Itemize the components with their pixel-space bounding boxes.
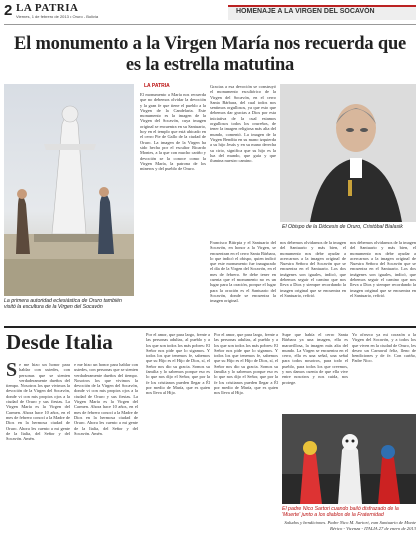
- header-rule: [4, 24, 416, 25]
- newspaper-name: LA PATRIA: [16, 2, 79, 14]
- italy-column-1-text: e me hizo un honor para hablar con ustedes, con personas que se sienten verdaderamente dueños del tiempo. Nosotros los que vivimos la devoción de la Virgen del Socavón, donde vi con mis propios ojos a la ciudad de Oruro y sus fiestas. La Virgen María es la Virgen del Carmen. Ahora hace 10 años, en el mes de febrero conocí a la Madre de Dios en la hermosa ciudad de Oruro. Ahora les cuento a mi gente de la Italia, del Señor y del Socavón. Amén.: [6, 362, 70, 442]
- italy-column-2b: Por el amor, que para largo, frente a las personas adultas, al pueblo y a los que son todos los más pobres: El Señor nos pide que lo sigamos. Y todos los que tenemos fe, sabemos que su Hijo es el Hijo de Dios, sí, el Señor nos dio su gracia. Somos su familia y lo sabemos porque eso es lo que nos dijo el Señor, que por la fe los cristianos pueden llegar a Él por medio de María, que es quien nos lleva al Hijo.: [214, 332, 278, 396]
- signature-block: Saludos y bendiciones. Padre Nico M. Sartori, exm Santuario de Monte Bérico - Vicenza - ITALIA 27 de enero de 2013: [284, 520, 416, 531]
- date-line: Viernes, 1 de febrero de 2013 • Oruro - Bolivia: [16, 14, 99, 19]
- second-article-title: Desde Italia: [6, 330, 113, 354]
- dancers-illustration: [282, 414, 416, 504]
- main-column-4: nos debemos olvidarnos de la imagen del Santuario y más bien, el monumento nos debe ayudar a acercarnos a la imagen original de Nuestra Señora del Socavón que se encuentra en el Santuario. Los dos imágenes son iguales, indicó, que debemos seguir el camino que nos lleva a Dios y siempre recordando la imagen original que se encuentra en el Santuario, refirió.: [280, 240, 346, 298]
- italy-column-1: [6, 362, 70, 542]
- article-divider: [4, 326, 416, 328]
- section-title: HOMENAJE A LA VIRGEN DEL SOCAVÓN: [236, 8, 375, 15]
- drop-cap: S: [6, 362, 18, 381]
- italy-column-1b: e me hizo un honor para hablar con ustedes, con personas que se sienten verdaderamente dueños del tiempo. Nosotros los que vivimos la devoción de la Virgen del Socavón, donde vi con mis propios ojos a la ciudad de Oruro y sus fiestas. La Virgen María es la Virgen del Carmen. Ahora hace 10 años, en el mes de febrero conocí a la Madre de Dios en la hermosa ciudad de Oruro. Ahora les cuento a mi gente de la Italia, del Señor y del Socavón. Amén.: [74, 362, 138, 436]
- dancers-photo: [282, 414, 416, 504]
- main-column-1: El monumento a María nos recuerda que no debemos olvidar la devoción y la gran fe que tiene el pueblo a la Virgen de la Candelaria. Este monumento es la imagen de la Virgen del Socavón, cuya imagen original se encuentra en su Santuario, hoy en el templo que está ubicado en el cerro Pie de Gallo de la ciudad de Oruro. La imagen de la Virgen ha sido hecha por el escultor Ricardo Montes, a la que con mucho cariño y devoción se la conoce como la Virgen María, la patrona de los mineros y del pueblo de Oruro.: [140, 92, 206, 172]
- italy-column-2: Por el amor, que para largo, frente a las personas adultas, al pueblo y a los que son todos los más pobres: El Señor nos pide que lo sigamos. Y todos los que tenemos fe, sabemos que su Hijo es el Hijo de Dios, sí, el Señor nos dio su gracia. Somos su familia y lo sabemos porque eso es lo que nos dijo el Señor, que por la fe los cristianos pueden llegar a Él por medio de María, que es quien nos lleva al Hijo.: [146, 332, 210, 396]
- bishop-photo: [280, 84, 416, 222]
- bishop-photo-caption: El Obispo de la Diócesis de Oruro, Cristóbal Bialasik: [282, 224, 403, 230]
- italy-column-3: Supe que había el cerro Santa Bárbara ya una imagen, ella es maravillosa, la imagen más alta del mundo. La Virgen se encuentra en el cerro, ella es una señal, una señal para todos nosotros, para todo el pueblo, para todos los que creemos, y nos damos cuenta de que ella vive entre nosotros y nos cuida, nos protege.: [282, 332, 348, 385]
- article-kicker: LA PATRIA: [144, 83, 170, 89]
- main-headline: El monumento a la Virgen María nos recuerda que es la estrella matutina: [13, 34, 407, 75]
- italy-column-4: Yo ofrezco ya mi corazón a la Virgen del Socavón, y a todos los que viven en la ciudad de Oruro, les deseo un Carnaval feliz, lleno de bendiciones y de fe. Con cariño, Padre Nico.: [352, 332, 416, 364]
- bishop-illustration: [280, 84, 416, 222]
- dancers-photo-caption: El padre Nico Sartori cuando bailó disfrazado de la 'Muerte' junto a los diablos de la Fraternidad: [282, 506, 399, 519]
- statue-photo-caption: La primera autoridad eclesiástica de Oruro también visitó la escultura de la Virgen del Socavón: [4, 298, 122, 311]
- statue-illustration: [4, 84, 134, 296]
- statue-photo: [4, 84, 134, 296]
- page-number: 2: [4, 2, 13, 19]
- main-column-5: nos debemos olvidarnos de la imagen del Santuario y más bien, el monumento nos debe ayudar a acercarnos a la imagen original de Nuestra Señora del Socavón que se encuentra en el Santuario. Los dos imágenes son iguales, indicó, que debemos seguir el camino que nos lleva a Dios y siempre recordando la imagen original que se encuentra en el Santuario, refirió.: [350, 240, 416, 298]
- main-column-2: Gracias a esa devoción se construyó el monumento escultórico de la Virgen del Socavón, en el cerro Santa Bárbara, del cual todos nos sentimos orgullosos, ya que esto que debemos dar gracias a Dios por esta iniciativa de la cual estamos orgullosos todos los orureños, de tener la imagen religiosa más alta del mundo, comentó. La imagen de la Virgen Bendita en su mano izquierda a su hijo Jesús y en su mano derecha su cirio, significa que su hijo es la luz del mundo, que guía y que ilumina nuestro camino.: [210, 84, 276, 164]
- main-column-3: Francisco Bitirpia y el Santuario del Socavón, en honor a la Virgen, se encuentran en el cerro Santa Bárbara, lo que indicó el obispo, quien indicó que este monumento fue inaugurado el día de la Virgen del Socavón, en el mes de febrero. Se debe tener en cuenta que el monumento no es un lugar para la oración, porque el lugar para la oración es el Santuario del Socavón, donde se encuentra la imagen original.: [210, 240, 276, 304]
